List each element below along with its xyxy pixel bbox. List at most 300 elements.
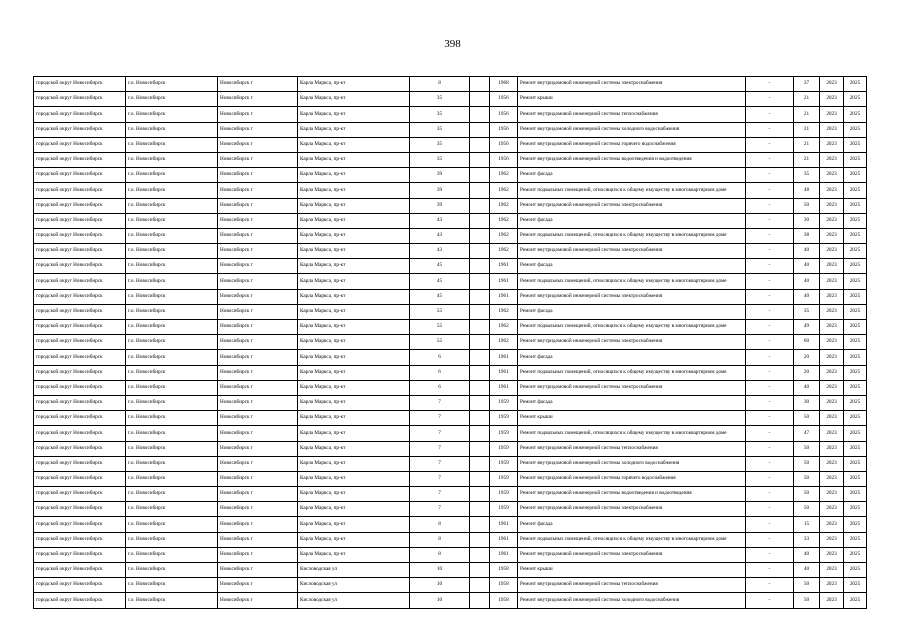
cell-locality: Новосибирск г: [218, 122, 298, 137]
cell-amount: 50: [794, 198, 820, 213]
cell-district: г.о. Новосибирск: [126, 320, 218, 335]
cell-street: Карла Маркса, пр-кт: [298, 532, 410, 547]
cell-cell-dash: -: [746, 107, 794, 122]
cell-street: Карла Маркса, пр-кт: [298, 456, 410, 471]
cell-work-type: Ремонт внутридомовой инженерной системы холодного водоснабжения: [518, 122, 746, 137]
cell-amount: 20: [794, 350, 820, 365]
table-row: [34, 183, 867, 198]
table-row: [34, 304, 867, 319]
cell-amount: 21: [794, 152, 820, 167]
cell-house-number: 35: [410, 92, 470, 107]
cell-street: Карла Маркса, пр-кт: [298, 441, 410, 456]
cell-work-type: Ремонт фасада: [518, 213, 746, 228]
cell-year-built: 1961: [490, 274, 518, 289]
cell-year-start: 2023: [820, 198, 844, 213]
cell-municipality: городской округ Новосибирск: [34, 228, 126, 243]
cell-cell-dash: -: [746, 213, 794, 228]
cell-year-built: 1959: [490, 411, 518, 426]
cell-year-start: 2023: [820, 517, 844, 532]
cell-work-type: Ремонт внутридомовой инженерной системы холодного водоснабжения: [518, 593, 746, 608]
cell-municipality: городской округ Новосибирск: [34, 578, 126, 593]
cell-year-built: 1962: [490, 320, 518, 335]
cell-amount: 40: [794, 563, 820, 578]
cell-year-built: 1956: [490, 152, 518, 167]
cell-cell-dash: -: [746, 365, 794, 380]
cell-year-start: 2023: [820, 213, 844, 228]
table-row: [34, 137, 867, 152]
cell-cell-dash: -: [746, 547, 794, 562]
cell-locality: Новосибирск г: [218, 350, 298, 365]
table-row: [34, 122, 867, 137]
cell-building: [470, 168, 490, 183]
cell-house-number: 7: [410, 471, 470, 486]
table-row: [34, 350, 867, 365]
cell-amount: 50: [794, 456, 820, 471]
cell-locality: Новосибирск г: [218, 198, 298, 213]
cell-municipality: городской округ Новосибирск: [34, 487, 126, 502]
cell-year-start: 2023: [820, 563, 844, 578]
cell-district: г.о. Новосибирск: [126, 395, 218, 410]
cell-cell-dash: -: [746, 92, 794, 107]
cell-amount: 50: [794, 502, 820, 517]
cell-municipality: городской округ Новосибирск: [34, 198, 126, 213]
cell-year-end: 2025: [844, 502, 867, 517]
cell-house-number: 7: [410, 395, 470, 410]
cell-cell-dash: -: [746, 532, 794, 547]
cell-street: Кисловодская ул: [298, 593, 410, 608]
cell-building: [470, 289, 490, 304]
cell-work-type: Ремонт подвальных помещений, относящихся к общему имуществу в многоквартирном доме: [518, 320, 746, 335]
cell-municipality: городской округ Новосибирск: [34, 168, 126, 183]
cell-municipality: городской округ Новосибирск: [34, 259, 126, 274]
cell-municipality: городской округ Новосибирск: [34, 593, 126, 608]
cell-year-built: 1961: [490, 532, 518, 547]
cell-cell-dash: -: [746, 183, 794, 198]
cell-year-end: 2025: [844, 350, 867, 365]
cell-street: Карла Маркса, пр-кт: [298, 259, 410, 274]
table-row: [34, 320, 867, 335]
cell-work-type: Ремонт крыши: [518, 92, 746, 107]
cell-district: г.о. Новосибирск: [126, 122, 218, 137]
cell-year-end: 2025: [844, 456, 867, 471]
cell-house-number: 45: [410, 289, 470, 304]
cell-municipality: городской округ Новосибирск: [34, 335, 126, 350]
cell-municipality: городской округ Новосибирск: [34, 380, 126, 395]
cell-year-built: 1958: [490, 593, 518, 608]
cell-cell-dash: -: [746, 244, 794, 259]
cell-house-number: 39: [410, 183, 470, 198]
table-row: [34, 487, 867, 502]
cell-district: г.о. Новосибирск: [126, 228, 218, 243]
cell-street: Карла Маркса, пр-кт: [298, 107, 410, 122]
cell-district: г.о. Новосибирск: [126, 426, 218, 441]
cell-work-type: Ремонт внутридомовой инженерной системы теплоснабжения: [518, 107, 746, 122]
cell-municipality: городской округ Новосибирск: [34, 502, 126, 517]
cell-year-start: 2023: [820, 532, 844, 547]
cell-district: г.о. Новосибирск: [126, 441, 218, 456]
cell-locality: Новосибирск г: [218, 92, 298, 107]
cell-cell-dash: -: [746, 320, 794, 335]
cell-work-type: Ремонт внутридомовой инженерной системы электроснабжения: [518, 547, 746, 562]
cell-work-type: Ремонт внутридомовой инженерной системы холодного водоснабжения: [518, 456, 746, 471]
cell-year-end: 2025: [844, 228, 867, 243]
cell-house-number: 39: [410, 198, 470, 213]
cell-house-number: 7: [410, 456, 470, 471]
cell-house-number: 10: [410, 593, 470, 608]
cell-municipality: городской округ Новосибирск: [34, 547, 126, 562]
cell-locality: Новосибирск г: [218, 259, 298, 274]
cell-year-start: 2023: [820, 320, 844, 335]
cell-amount: 21: [794, 92, 820, 107]
cell-street: Карла Маркса, пр-кт: [298, 304, 410, 319]
table-row: [34, 547, 867, 562]
cell-locality: Новосибирск г: [218, 456, 298, 471]
cell-house-number: 8: [410, 517, 470, 532]
cell-district: г.о. Новосибирск: [126, 304, 218, 319]
cell-year-built: 1959: [490, 487, 518, 502]
cell-house-number: 45: [410, 274, 470, 289]
cell-cell-dash: -: [746, 198, 794, 213]
cell-year-end: 2025: [844, 426, 867, 441]
cell-municipality: городской округ Новосибирск: [34, 441, 126, 456]
cell-building: [470, 107, 490, 122]
cell-municipality: городской округ Новосибирск: [34, 411, 126, 426]
cell-locality: Новосибирск г: [218, 77, 298, 92]
table-row: [34, 365, 867, 380]
cell-municipality: городской округ Новосибирск: [34, 350, 126, 365]
cell-amount: 48: [794, 183, 820, 198]
cell-year-built: 1962: [490, 198, 518, 213]
table-row: [34, 107, 867, 122]
cell-street: Карла Маркса, пр-кт: [298, 77, 410, 92]
cell-municipality: городской округ Новосибирск: [34, 471, 126, 486]
cell-house-number: 7: [410, 487, 470, 502]
cell-work-type: Ремонт крыши: [518, 411, 746, 426]
cell-street: Кисловодская ул: [298, 578, 410, 593]
cell-locality: Новосибирск г: [218, 411, 298, 426]
cell-municipality: городской округ Новосибирск: [34, 92, 126, 107]
cell-street: Карла Маркса, пр-кт: [298, 487, 410, 502]
cell-municipality: городской округ Новосибирск: [34, 456, 126, 471]
cell-amount: 60: [794, 335, 820, 350]
cell-work-type: Ремонт внутридомовой инженерной системы теплоснабжения: [518, 441, 746, 456]
cell-municipality: городской округ Новосибирск: [34, 365, 126, 380]
table-row: [34, 335, 867, 350]
cell-house-number: 45: [410, 259, 470, 274]
cell-cell-dash: -: [746, 441, 794, 456]
cell-amount: 33: [794, 532, 820, 547]
cell-house-number: 39: [410, 168, 470, 183]
table-row: [34, 289, 867, 304]
cell-cell-dash: -: [746, 350, 794, 365]
cell-year-start: 2023: [820, 183, 844, 198]
cell-building: [470, 122, 490, 137]
cell-district: г.о. Новосибирск: [126, 502, 218, 517]
cell-year-end: 2025: [844, 122, 867, 137]
cell-house-number: 6: [410, 350, 470, 365]
cell-house-number: 7: [410, 441, 470, 456]
page-number: 398: [444, 38, 461, 50]
table-row: [34, 395, 867, 410]
cell-cell-dash: -: [746, 456, 794, 471]
cell-locality: Новосибирск г: [218, 547, 298, 562]
cell-district: г.о. Новосибирск: [126, 563, 218, 578]
cell-house-number: 55: [410, 320, 470, 335]
cell-house-number: 35: [410, 137, 470, 152]
cell-year-end: 2025: [844, 92, 867, 107]
cell-year-start: 2023: [820, 350, 844, 365]
cell-year-start: 2023: [820, 335, 844, 350]
cell-amount: 50: [794, 441, 820, 456]
cell-street: Карла Маркса, пр-кт: [298, 335, 410, 350]
cell-year-start: 2023: [820, 244, 844, 259]
cell-year-built: 1961: [490, 517, 518, 532]
cell-amount: 40: [794, 289, 820, 304]
cell-amount: 21: [794, 122, 820, 137]
cell-locality: Новосибирск г: [218, 380, 298, 395]
table-row: [34, 380, 867, 395]
cell-work-type: Ремонт внутридомовой инженерной системы электроснабжения: [518, 380, 746, 395]
cell-house-number: 8: [410, 547, 470, 562]
cell-street: Карла Маркса, пр-кт: [298, 411, 410, 426]
cell-street: Карла Маркса, пр-кт: [298, 198, 410, 213]
cell-locality: Новосибирск г: [218, 563, 298, 578]
cell-cell-dash: -: [746, 578, 794, 593]
cell-amount: 40: [794, 547, 820, 562]
cell-house-number: 43: [410, 244, 470, 259]
cell-building: [470, 320, 490, 335]
cell-year-end: 2025: [844, 517, 867, 532]
table-row: [34, 77, 867, 92]
cell-locality: Новосибирск г: [218, 107, 298, 122]
cell-district: г.о. Новосибирск: [126, 578, 218, 593]
cell-amount: 50: [794, 593, 820, 608]
cell-district: г.о. Новосибирск: [126, 137, 218, 152]
cell-year-built: 1962: [490, 168, 518, 183]
cell-district: г.о. Новосибирск: [126, 152, 218, 167]
cell-locality: Новосибирск г: [218, 471, 298, 486]
cell-amount: 38: [794, 228, 820, 243]
cell-building: [470, 274, 490, 289]
table-row: [34, 411, 867, 426]
cell-amount: 20: [794, 365, 820, 380]
cell-year-start: 2023: [820, 411, 844, 426]
cell-district: г.о. Новосибирск: [126, 471, 218, 486]
cell-amount: 50: [794, 411, 820, 426]
cell-house-number: 10: [410, 563, 470, 578]
cell-house-number: 8: [410, 532, 470, 547]
cell-street: Карла Маркса, пр-кт: [298, 471, 410, 486]
cell-locality: Новосибирск г: [218, 274, 298, 289]
cell-year-built: 1968: [490, 77, 518, 92]
cell-street: Карла Маркса, пр-кт: [298, 350, 410, 365]
cell-district: г.о. Новосибирск: [126, 244, 218, 259]
cell-municipality: городской округ Новосибирск: [34, 137, 126, 152]
cell-street: Карла Маркса, пр-кт: [298, 137, 410, 152]
cell-municipality: городской округ Новосибирск: [34, 244, 126, 259]
cell-district: г.о. Новосибирск: [126, 532, 218, 547]
cell-municipality: городской округ Новосибирск: [34, 274, 126, 289]
cell-locality: Новосибирск г: [218, 517, 298, 532]
cell-year-end: 2025: [844, 578, 867, 593]
table-row: [34, 456, 867, 471]
cell-locality: Новосибирск г: [218, 532, 298, 547]
cell-year-start: 2023: [820, 547, 844, 562]
cell-amount: 50: [794, 471, 820, 486]
cell-cell-dash: -: [746, 380, 794, 395]
cell-municipality: городской округ Новосибирск: [34, 152, 126, 167]
cell-cell-dash: -: [746, 517, 794, 532]
cell-street: Карла Маркса, пр-кт: [298, 228, 410, 243]
cell-house-number: 7: [410, 426, 470, 441]
cell-street: Карла Маркса, пр-кт: [298, 122, 410, 137]
cell-district: г.о. Новосибирск: [126, 380, 218, 395]
cell-amount: 35: [794, 304, 820, 319]
cell-building: [470, 395, 490, 410]
cell-year-start: 2023: [820, 471, 844, 486]
cell-year-built: 1959: [490, 395, 518, 410]
cell-work-type: Ремонт фасада: [518, 517, 746, 532]
cell-district: г.о. Новосибирск: [126, 593, 218, 608]
table-row: [34, 578, 867, 593]
cell-amount: 49: [794, 320, 820, 335]
cell-district: г.о. Новосибирск: [126, 92, 218, 107]
cell-street: Карла Маркса, пр-кт: [298, 395, 410, 410]
cell-cell-dash: -: [746, 502, 794, 517]
cell-year-end: 2025: [844, 244, 867, 259]
cell-work-type: Ремонт фасада: [518, 259, 746, 274]
cell-amount: 15: [794, 517, 820, 532]
cell-building: [470, 259, 490, 274]
cell-year-end: 2025: [844, 137, 867, 152]
cell-municipality: городской округ Новосибирск: [34, 289, 126, 304]
cell-year-built: 1956: [490, 122, 518, 137]
cell-year-end: 2025: [844, 259, 867, 274]
cell-municipality: городской округ Новосибирск: [34, 122, 126, 137]
cell-locality: Новосибирск г: [218, 289, 298, 304]
cell-building: [470, 563, 490, 578]
cell-district: г.о. Новосибирск: [126, 183, 218, 198]
cell-year-end: 2025: [844, 380, 867, 395]
cell-year-end: 2025: [844, 563, 867, 578]
table-row: [34, 152, 867, 167]
cell-year-start: 2023: [820, 289, 844, 304]
cell-year-end: 2025: [844, 395, 867, 410]
table-row: [34, 213, 867, 228]
cell-work-type: Ремонт внутридомовой инженерной системы электроснабжения: [518, 289, 746, 304]
cell-district: г.о. Новосибирск: [126, 335, 218, 350]
cell-year-end: 2025: [844, 320, 867, 335]
cell-building: [470, 593, 490, 608]
cell-building: [470, 411, 490, 426]
cell-street: Карла Маркса, пр-кт: [298, 380, 410, 395]
cell-amount: 30: [794, 213, 820, 228]
cell-work-type: Ремонт внутридомовой инженерной системы водоотведения и водоотведения: [518, 487, 746, 502]
cell-cell-dash: -: [746, 335, 794, 350]
table-row: [34, 532, 867, 547]
cell-year-start: 2023: [820, 380, 844, 395]
cell-year-built: 1961: [490, 350, 518, 365]
cell-year-start: 2023: [820, 365, 844, 380]
cell-year-built: 1959: [490, 502, 518, 517]
cell-year-built: 1961: [490, 380, 518, 395]
cell-district: г.о. Новосибирск: [126, 517, 218, 532]
cell-year-end: 2025: [844, 487, 867, 502]
table-row: [34, 517, 867, 532]
cell-house-number: 6: [410, 380, 470, 395]
cell-house-number: 35: [410, 107, 470, 122]
cell-year-start: 2023: [820, 487, 844, 502]
cell-year-built: 1962: [490, 228, 518, 243]
cell-amount: 40: [794, 274, 820, 289]
cell-street: Кисловодская ул: [298, 563, 410, 578]
cell-locality: Новосибирск г: [218, 320, 298, 335]
cell-year-start: 2023: [820, 441, 844, 456]
cell-year-start: 2023: [820, 107, 844, 122]
table-row: [34, 244, 867, 259]
cell-district: г.о. Новосибирск: [126, 547, 218, 562]
cell-building: [470, 152, 490, 167]
cell-municipality: городской округ Новосибирск: [34, 320, 126, 335]
table-row: [34, 259, 867, 274]
cell-district: г.о. Новосибирск: [126, 456, 218, 471]
cell-year-built: 1956: [490, 92, 518, 107]
cell-street: Карла Маркса, пр-кт: [298, 168, 410, 183]
cell-building: [470, 137, 490, 152]
cell-district: г.о. Новосибирск: [126, 213, 218, 228]
cell-municipality: городской округ Новосибирск: [34, 532, 126, 547]
cell-district: г.о. Новосибирск: [126, 487, 218, 502]
cell-building: [470, 365, 490, 380]
cell-building: [470, 532, 490, 547]
cell-street: Карла Маркса, пр-кт: [298, 289, 410, 304]
cell-house-number: 43: [410, 228, 470, 243]
cell-work-type: Ремонт фасада: [518, 304, 746, 319]
cell-locality: Новосибирск г: [218, 244, 298, 259]
cell-district: г.о. Новосибирск: [126, 259, 218, 274]
cell-municipality: городской округ Новосибирск: [34, 183, 126, 198]
cell-year-start: 2023: [820, 122, 844, 137]
table-row: [34, 502, 867, 517]
cell-cell-dash: -: [746, 304, 794, 319]
cell-district: г.о. Новосибирск: [126, 198, 218, 213]
cell-work-type: Ремонт внутридомовой инженерной системы электроснабжения: [518, 198, 746, 213]
cell-district: г.о. Новосибирск: [126, 350, 218, 365]
cell-street: Карла Маркса, пр-кт: [298, 183, 410, 198]
cell-building: [470, 92, 490, 107]
cell-year-built: 1959: [490, 426, 518, 441]
cell-year-built: 1956: [490, 137, 518, 152]
cell-year-end: 2025: [844, 365, 867, 380]
cell-locality: Новосибирск г: [218, 228, 298, 243]
cell-year-start: 2023: [820, 77, 844, 92]
cell-year-start: 2023: [820, 168, 844, 183]
cell-year-built: 1959: [490, 471, 518, 486]
cell-building: [470, 502, 490, 517]
cell-year-end: 2025: [844, 593, 867, 608]
cell-municipality: городской округ Новосибирск: [34, 563, 126, 578]
cell-year-end: 2025: [844, 107, 867, 122]
cell-locality: Новосибирск г: [218, 183, 298, 198]
cell-year-built: 1961: [490, 547, 518, 562]
cell-year-end: 2025: [844, 183, 867, 198]
cell-cell-dash: -: [746, 411, 794, 426]
cell-house-number: 10: [410, 578, 470, 593]
cell-municipality: городской округ Новосибирск: [34, 77, 126, 92]
cell-building: [470, 335, 490, 350]
cell-locality: Новосибирск г: [218, 365, 298, 380]
works-table: [33, 76, 867, 609]
